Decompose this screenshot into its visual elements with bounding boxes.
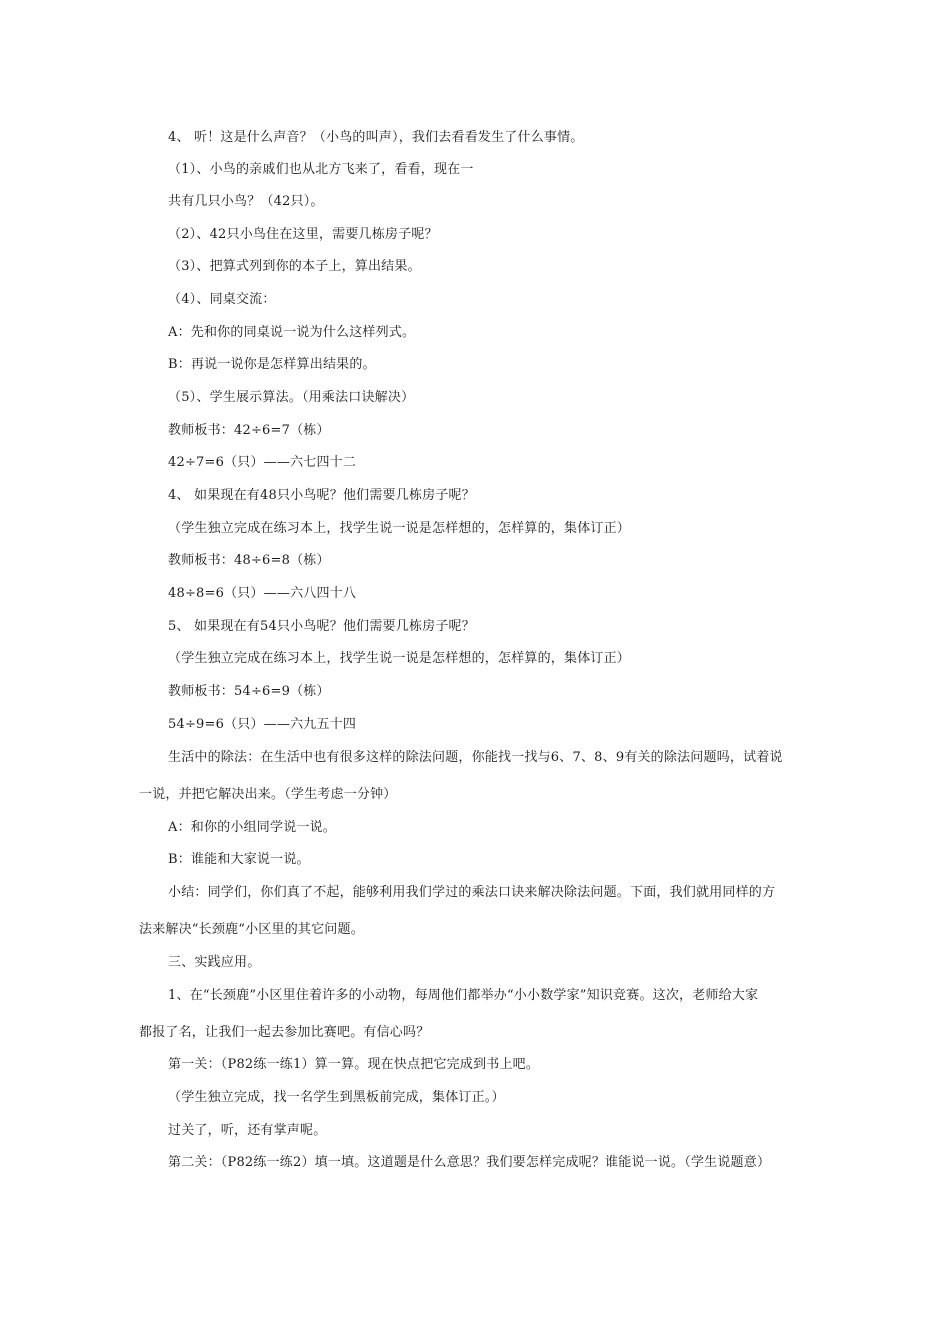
line-15: 48÷8=6（只）——六八四十八 — [168, 586, 357, 601]
line-14: 教师板书：48÷6=8（栋） — [168, 553, 330, 568]
line-11: 42÷7=6（只）——六七四十二 — [168, 455, 357, 470]
line-7: A：先和你的同桌说一说为什么这样列式。 — [168, 325, 416, 340]
line-16: 5、 如果现在有54只小鸟呢？他们需要几栋房子呢？ — [168, 619, 475, 634]
line-13: （学生独立完成在练习本上，找学生说一说是怎样想的，怎样算的，集体订正） — [168, 521, 631, 536]
line-30: （学生独立完成，找一名学生到黑板前完成，集体订正。） — [168, 1090, 505, 1105]
line-22: A：和你的小组同学说一说。 — [168, 820, 336, 835]
line-4: （2）、42只小鸟住在这里，需要几栋房子呢？ — [168, 227, 438, 242]
line-24: 小结：同学们，你们真了不起，能够利用我们学过的乘法口诀来解决除法问题。下面，我们就用同样的方 — [168, 885, 776, 900]
line-18: 教师板书：54÷6=9（栋） — [168, 684, 330, 699]
line-1: 4、 听！这是什么声音？（小鸟的叫声），我们去看看发生了什么事情。 — [168, 130, 584, 145]
line-23: B：谁能和大家说一说。 — [168, 852, 310, 867]
line-27: 1、在“长颈鹿”小区里住着许多的小动物，每周他们都举办“小小数学家”知识竞赛。这次，老师给大家 — [168, 988, 759, 1003]
line-26: 三、实践应用。 — [168, 955, 261, 970]
line-31: 过关了，听，还有掌声呢。 — [168, 1123, 327, 1138]
line-19: 54÷9=6（只）——六九五十四 — [168, 717, 357, 732]
line-17: （学生独立完成在练习本上，找学生说一说是怎样想的，怎样算的，集体订正） — [168, 651, 631, 666]
line-12: 4、 如果现在有48只小鸟呢？他们需要几栋房子呢？ — [168, 488, 475, 503]
line-6: （4）、同桌交流： — [168, 292, 276, 307]
line-8: B：再说一说你是怎样算出结果的。 — [168, 357, 376, 372]
line-29: 第一关：（P82练一练1）算一算。现在快点把它完成到书上吧。 — [168, 1057, 540, 1072]
line-5: （3）、把算式列到你的本子上，算出结果。 — [168, 259, 421, 274]
line-25: 法来解决“长颈鹿“小区里的其它问题。 — [139, 922, 364, 937]
line-2: （1）、小鸟的亲戚们也从北方飞来了，看看，现在一 — [168, 162, 474, 177]
line-32: 第二关：（P82练一练2）填一填。这道题是什么意思？我们要怎样完成呢？谁能说一说。（学生说题意） — [168, 1155, 771, 1170]
line-28: 都报了名，让我们一起去参加比赛吧。有信心吗？ — [139, 1025, 430, 1040]
line-21: 一说，并把它解决出来。（学生考虑一分钟） — [139, 787, 397, 802]
line-3: 共有几只小鸟？（42只）。 — [168, 194, 324, 209]
line-10: 教师板书：42÷6=7（栋） — [168, 423, 330, 438]
line-20: 生活中的除法：在生活中也有很多这样的除法问题，你能找一找与6、7、8、9有关的除法问题吗，试着说 — [168, 750, 783, 765]
line-9: （5）、学生展示算法。（用乘法口诀解决） — [168, 390, 415, 405]
